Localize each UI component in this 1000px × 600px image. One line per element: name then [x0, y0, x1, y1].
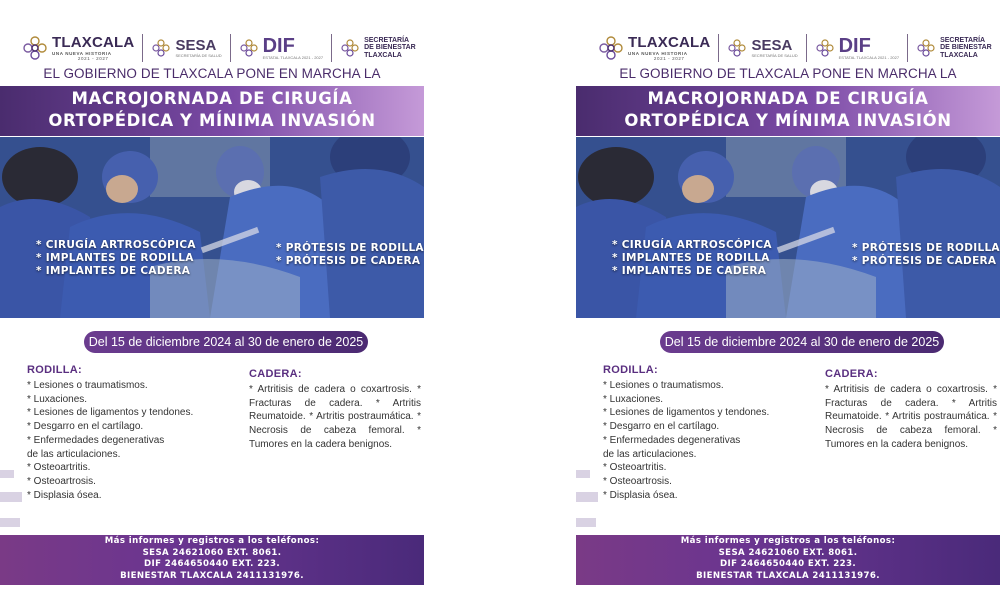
- bienestar-line1: SECRETARÍA: [940, 36, 986, 44]
- rodilla-section: [27, 364, 227, 502]
- procedure-item: * IMPLANTES DE RODILLA: [612, 252, 770, 264]
- list-item: * Desgarro en el cartílago.: [603, 421, 720, 433]
- sesa-emblem-icon: [727, 38, 747, 58]
- procedure-item: * CIRUGÍA ARTROSCÓPICA: [36, 239, 196, 251]
- list-item: * Osteoartrosis.: [603, 475, 672, 487]
- footer-sesa-phone: SESA 24621060 EXT. 8061.: [142, 547, 282, 558]
- poster-left: [0, 0, 424, 600]
- contact-footer: [576, 536, 1000, 582]
- procedure-item: * PRÓTESIS DE CADERA: [852, 255, 997, 267]
- dates-badge: Del 15 de diciembre 2024 al 30 de enero de 2025: [84, 331, 368, 353]
- tlaxcala-subtitle: UNA NUEVA HISTORIA: [628, 50, 688, 56]
- tlaxcala-title: TLAXCALA: [628, 33, 711, 51]
- logo-row: [598, 30, 1000, 66]
- logo-divider: [230, 34, 231, 62]
- list-item: * Osteoartritis.: [27, 462, 91, 474]
- rodilla-list: [603, 379, 803, 502]
- list-item: * Osteoartritis.: [603, 462, 667, 474]
- footer-intro: Más informes y registros a los teléfonos:: [680, 536, 896, 546]
- cadera-section: [825, 368, 997, 452]
- tlaxcala-years: 2021 - 2027: [653, 56, 685, 61]
- surgeons-illustration: [576, 137, 1000, 318]
- logo-divider: [907, 34, 908, 62]
- footer-dif-phone: DIF 2464650440 EXT. 223.: [719, 559, 857, 569]
- title-line-1: MACROJORNADA DE CIRUGÍA: [71, 89, 353, 108]
- rodilla-heading: RODILLA:: [27, 364, 82, 376]
- decorative-bar: [0, 518, 20, 527]
- footer-bienestar-phone: BIENESTAR TLAXCALA 2411131976.: [120, 570, 304, 581]
- procedures-right: [276, 242, 424, 268]
- tlaxcala-emblem-icon: [22, 35, 48, 61]
- dif-title: DIF: [262, 35, 295, 57]
- dif-logo: [815, 30, 899, 66]
- bienestar-logo: [916, 30, 992, 66]
- footer-bienestar-phone: BIENESTAR TLAXCALA 2411131976.: [696, 570, 880, 581]
- contact-footer: [0, 536, 424, 582]
- logo-divider: [718, 34, 719, 62]
- bienestar-line3: TLAXCALA: [364, 51, 402, 59]
- title-line-1: MACROJORNADA DE CIRUGÍA: [647, 89, 929, 108]
- bienestar-emblem-icon: [340, 38, 360, 58]
- decorative-bar: [576, 470, 590, 478]
- procedure-item: * IMPLANTES DE RODILLA: [36, 252, 194, 264]
- list-item: * Displasia ósea.: [27, 489, 102, 501]
- tlaxcala-logo: [598, 30, 710, 66]
- logo-divider: [806, 34, 807, 62]
- list-item: de las articulaciones.: [603, 448, 697, 460]
- sesa-title: SESA: [751, 37, 793, 54]
- dif-emblem-icon: [815, 38, 835, 58]
- cadera-text: * Artritisis de cadera o coxartrosis. * Fracturas de cadera. * Artritis Reumatoide. * Artritis postraumática. * Necrosis de cabeza femoral. * Tumores en la cadera benignos.: [825, 384, 997, 450]
- tlaxcala-logo: [22, 30, 134, 66]
- sesa-subtitle: SECRETARÍA DE SALUD: [175, 53, 222, 58]
- tlaxcala-years: 2021 - 2027: [77, 56, 109, 61]
- list-item: de las articulaciones.: [27, 448, 121, 460]
- decorative-bar: [0, 492, 22, 502]
- tlaxcala-title: TLAXCALA: [52, 33, 135, 51]
- dif-title: DIF: [838, 35, 871, 57]
- rodilla-section: [603, 364, 803, 502]
- procedure-item: * PRÓTESIS DE RODILLA: [852, 242, 1000, 254]
- cadera-heading: CADERA:: [825, 368, 878, 380]
- sesa-emblem-icon: [151, 38, 171, 58]
- surgeons-illustration: [0, 137, 424, 318]
- list-item: * Lesiones o traumatismos.: [603, 380, 724, 391]
- page-title: [0, 88, 424, 132]
- surgery-photo: [0, 137, 424, 318]
- list-item: * Displasia ósea.: [603, 489, 678, 501]
- sesa-logo: [151, 30, 221, 66]
- cadera-section: [249, 368, 421, 452]
- decorative-bar: [576, 492, 598, 502]
- decorative-bar: [576, 518, 596, 527]
- list-item: * Lesiones o traumatismos.: [27, 380, 148, 391]
- sesa-subtitle: SECRETARÍA DE SALUD: [751, 53, 798, 58]
- sesa-logo: [727, 30, 797, 66]
- procedure-item: * CIRUGÍA ARTROSCÓPICA: [612, 239, 772, 251]
- logo-divider: [142, 34, 143, 62]
- list-item: * Osteoartrosis.: [27, 475, 96, 487]
- cadera-heading: CADERA:: [249, 368, 302, 380]
- procedure-item: * IMPLANTES DE CADERA: [36, 265, 191, 277]
- list-item: * Luxaciones.: [603, 393, 664, 405]
- bienestar-logo: [340, 30, 416, 66]
- tlaxcala-emblem-icon: [598, 35, 624, 61]
- list-item: * Lesiones de ligamentos y tendones.: [603, 407, 770, 419]
- rodilla-list: [27, 379, 227, 502]
- footer-dif-phone: DIF 2464650440 EXT. 223.: [143, 559, 281, 569]
- title-line-2: ORTOPÉDICA Y MÍNIMA INVASIÓN: [48, 111, 376, 130]
- list-item: * Desgarro en el cartílago.: [27, 421, 144, 433]
- procedures-left: [36, 239, 196, 278]
- logo-divider: [331, 34, 332, 62]
- intro-text: EL GOBIERNO DE TLAXCALA PONE EN MARCHA LA: [619, 66, 957, 81]
- dif-emblem-icon: [239, 38, 259, 58]
- list-item: * Luxaciones.: [27, 393, 88, 405]
- dif-subtitle: ESTATAL TLAXCALA 2021 - 2027: [262, 55, 324, 60]
- surgery-photo: [576, 137, 1000, 318]
- bienestar-emblem-icon: [916, 38, 936, 58]
- rodilla-heading: RODILLA:: [603, 364, 658, 376]
- cadera-text: * Artritisis de cadera o coxartrosis. * Fracturas de cadera. * Artritis Reumatoide. * Artritis postraumática. * Necrosis de cabeza femoral. * Tumores en la cadera benignos.: [249, 384, 421, 450]
- dif-subtitle: ESTATAL TLAXCALA 2021 - 2027: [838, 55, 900, 60]
- list-item: * Lesiones de ligamentos y tendones.: [27, 407, 194, 419]
- bienestar-line2: DE BIENESTAR: [940, 44, 992, 52]
- procedures-left: [612, 239, 772, 278]
- logo-row: [22, 30, 424, 66]
- page-title: [576, 88, 1000, 132]
- dates-badge: Del 15 de diciembre 2024 al 30 de enero de 2025: [660, 331, 944, 353]
- bienestar-line2: DE BIENESTAR: [364, 44, 416, 52]
- dif-logo: [239, 30, 323, 66]
- intro-text: EL GOBIERNO DE TLAXCALA PONE EN MARCHA LA: [43, 66, 381, 81]
- procedure-item: * PRÓTESIS DE CADERA: [276, 255, 421, 267]
- sesa-title: SESA: [175, 37, 217, 54]
- poster-right: [576, 0, 1000, 600]
- procedures-right: [852, 242, 1000, 268]
- title-line-2: ORTOPÉDICA Y MÍNIMA INVASIÓN: [624, 111, 952, 130]
- procedure-item: * PRÓTESIS DE RODILLA: [276, 242, 424, 254]
- list-item: * Enfermedades degenerativas: [603, 434, 741, 446]
- tlaxcala-subtitle: UNA NUEVA HISTORIA: [52, 50, 112, 56]
- footer-intro: Más informes y registros a los teléfonos:: [104, 536, 320, 546]
- decorative-bar: [0, 470, 14, 478]
- list-item: * Enfermedades degenerativas: [27, 434, 165, 446]
- procedure-item: * IMPLANTES DE CADERA: [612, 265, 767, 277]
- footer-sesa-phone: SESA 24621060 EXT. 8061.: [718, 547, 858, 558]
- bienestar-line3: TLAXCALA: [940, 51, 978, 59]
- bienestar-line1: SECRETARÍA: [364, 36, 410, 44]
